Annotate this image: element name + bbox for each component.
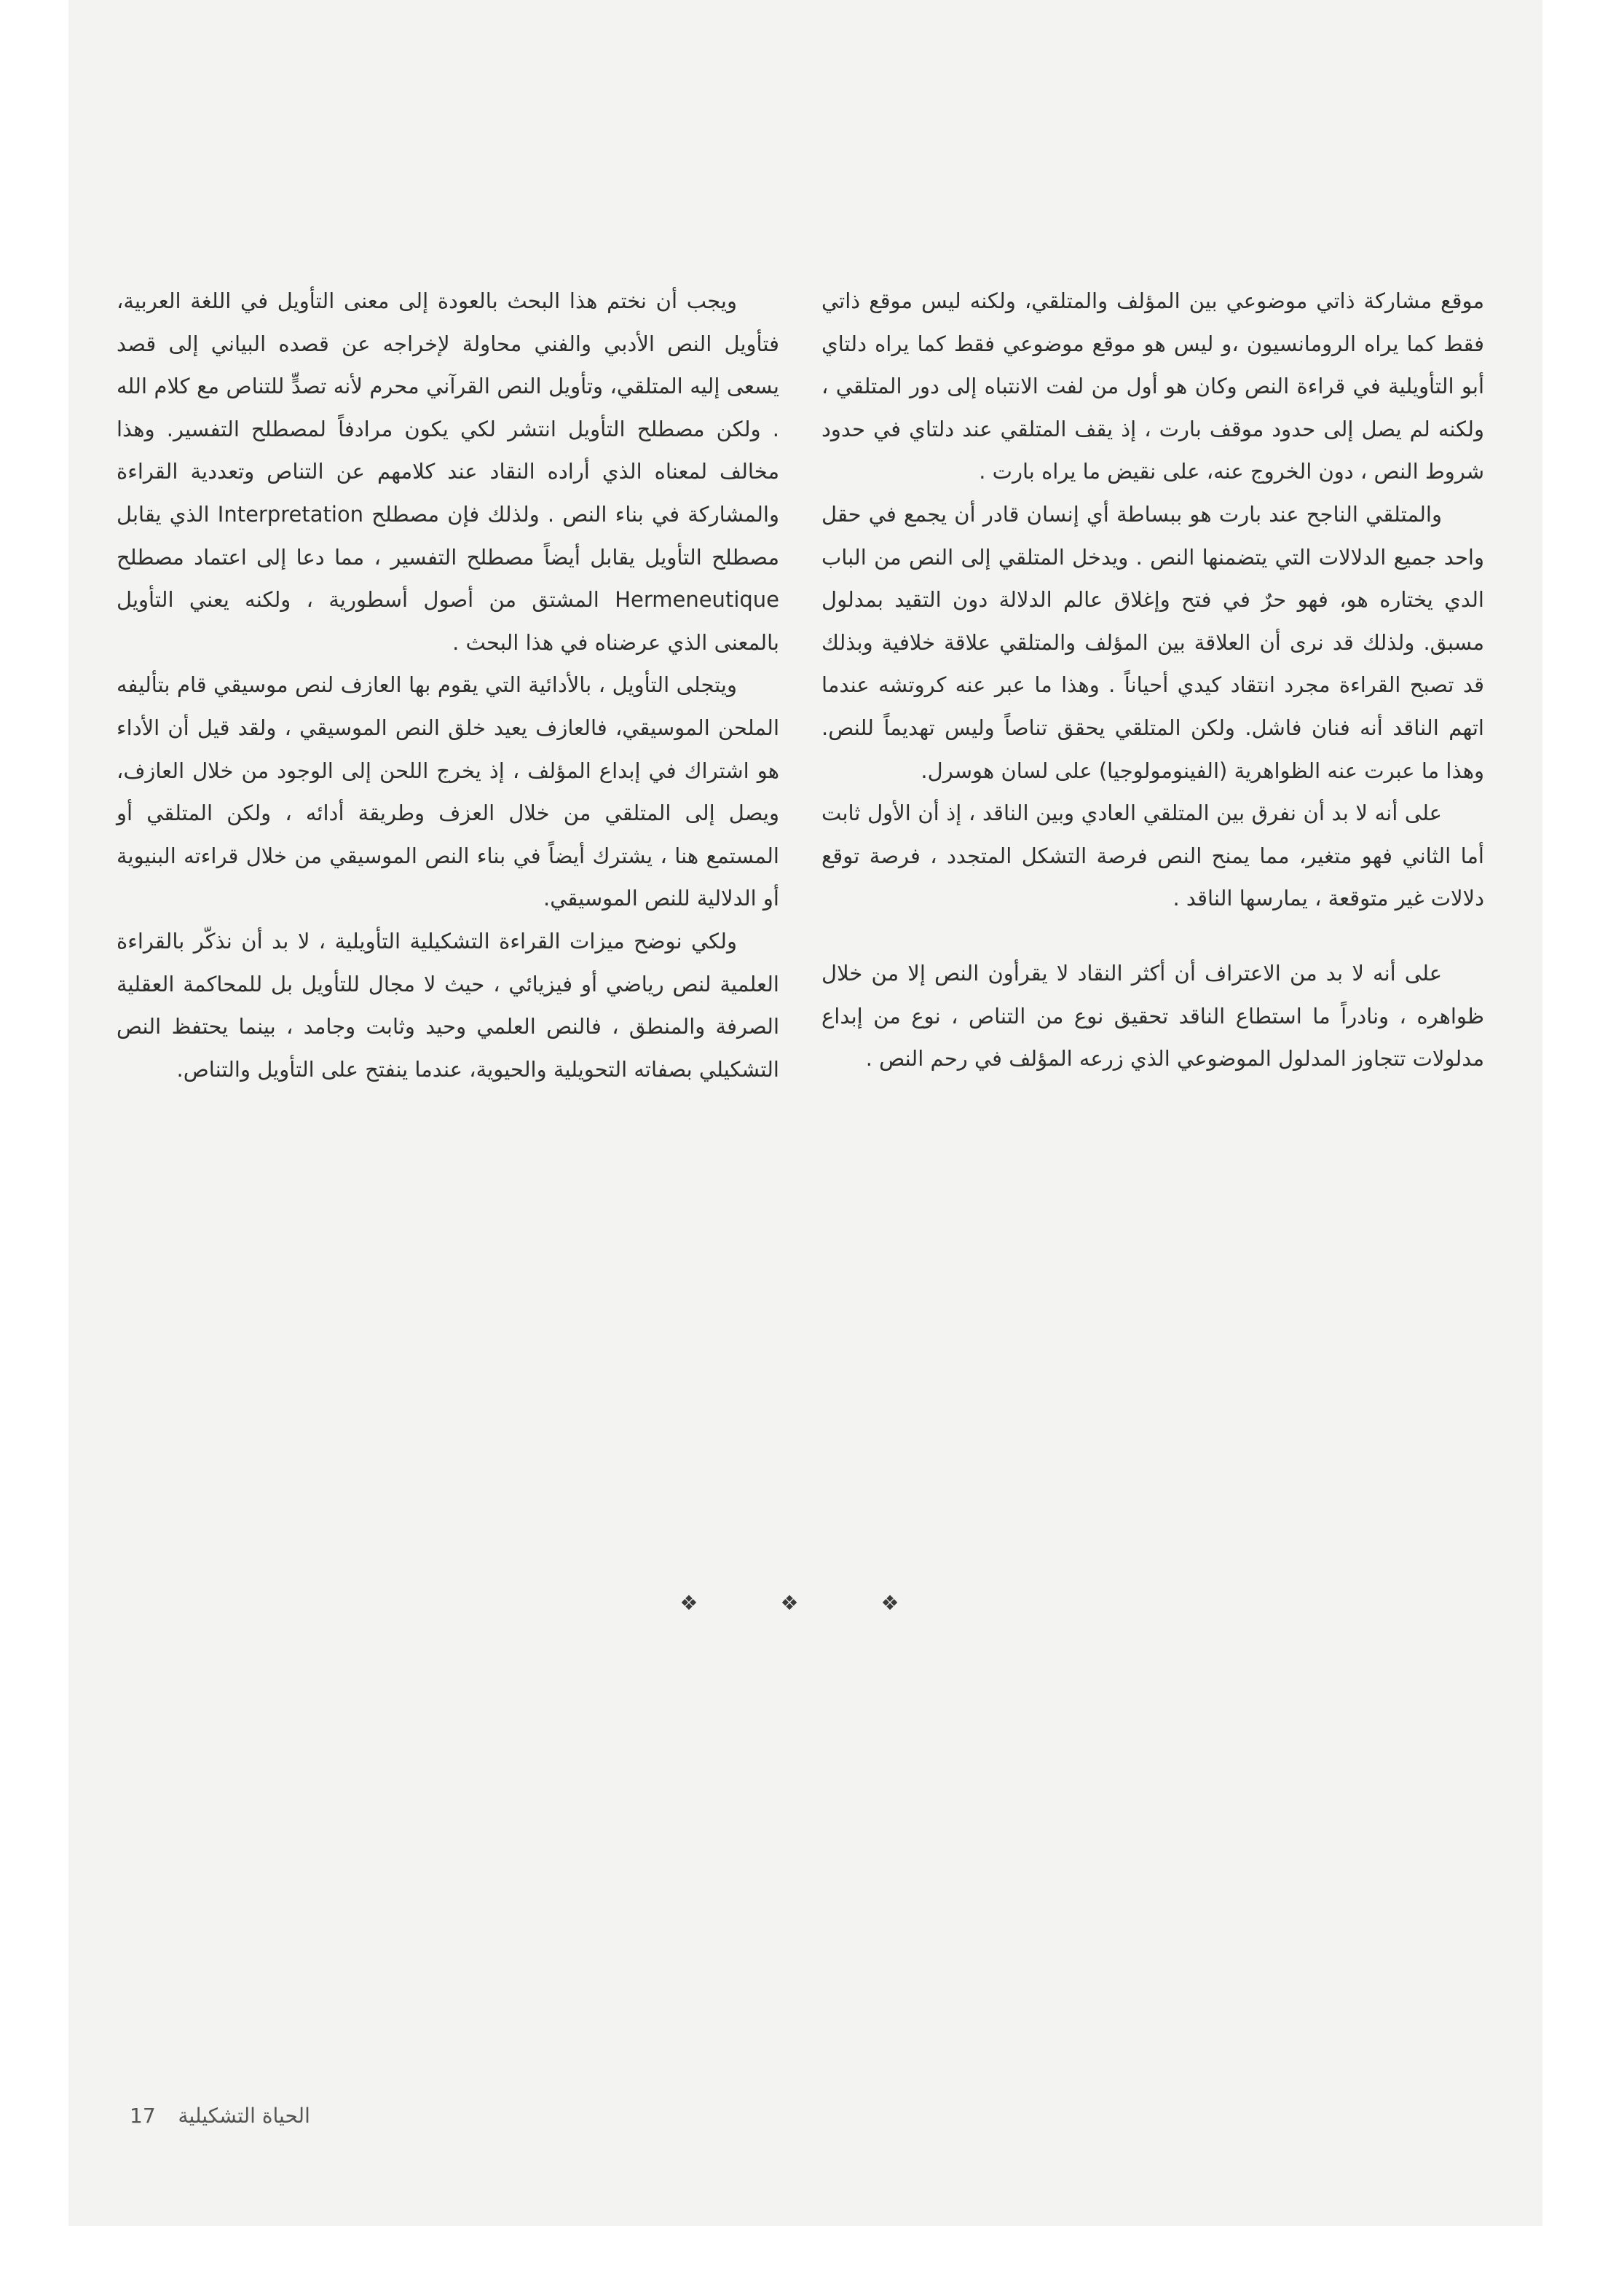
ornament-icon: ❖ bbox=[880, 1591, 929, 1615]
magazine-name: الحياة التشكيلية bbox=[178, 2104, 310, 2128]
left-text-column bbox=[117, 280, 779, 1090]
paragraph: ولكي نوضح ميزات القراءة التشكيلية التأويلية ، لا بد أن نذكّر بالقراءة العلمية لنص رياضي أو فيزيائي ، حيث لا مجال للتأويل بل للمحاكمة العقلية الصرفة والمنطق ، فالنص العلمي وحيد وثابت وجامد ، بينما يحتفظ النص التشكيلي بصفاته التحويلية والحيوية، عندما ينفتح على التأويل والتناص. bbox=[117, 928, 779, 1082]
page-edge bbox=[68, 2226, 1542, 2296]
paragraph: على أنه لا بد أن نفرق بين المتلقي العادي وبين الناقد ، إذ أن الأول ثابت أما الثاني فهو متغير، مما يمنح النص فرصة التشكل المتجدد ، فرصة توقع دلالات غير متوقعة ، يمارسها الناقد . bbox=[821, 801, 1484, 911]
page-footer bbox=[130, 2104, 310, 2128]
ornament-icon: ❖ bbox=[780, 1591, 828, 1615]
paragraph: ويجب أن نختم هذا البحث بالعودة إلى معنى التأويل في اللغة العربية، فتأويل النص الأدبي والفني محاولة لإخراجه عن قصده البياني إلى قصد يسعى إليه المتلقي، وتأويل النص القرآني محرم لأنه تصدٍّ للتناص مع كلام الله . ولكن مصطلح التأويل انتشر لكي يكون مرادفاً لمصطلح التفسير. وهذا مخالف لمعناه الذي أراده النقاد عند كلامهم عن التناص وتعددية القراءة والمشاركة في بناء النص . ولذلك فإن مصطلح Interpretation الذي يقابل مصطلح التأويل يقابل أيضاً مصطلح التفسير ، مما دعا إلى اعتماد مصطلح Hermeneutique المشتق من أصول أسطورية ، ولكنه يعني التأويل بالمعنى الذي عرضناه في هذا البحث . bbox=[117, 288, 779, 655]
section-separator bbox=[0, 1591, 1608, 1615]
page-number: 17 bbox=[130, 2104, 156, 2128]
paragraph: والمتلقي الناجح عند بارت هو ببساطة أي إنسان قادر أن يجمع في حقل واحد جميع الدلالات التي يتضمنها النص . ويدخل المتلقي إلى النص من الباب الدي يختاره هو، فهو حرٌ في فتح وإغلاق عالم الدلالة دون التقيد بمدلول مسبق. ولذلك قد نرى أن العلاقة بين المؤلف والمتلقي علاقة خلافية وبذلك قد تصبح القراءة مجرد انتقاد كيدي أحياناً . وهذا ما عبر عنه كروتشه عندما اتهم الناقد أنه فنان فاشل. ولكن المتلقي يحقق تناصاً وليس تهديماً للنص. وهذا ما عبرت عنه الظواهرية (الفينومولوجيا) على لسان هوسرل. bbox=[821, 501, 1484, 783]
right-text-column bbox=[821, 280, 1484, 1080]
ornament-icon: ❖ bbox=[679, 1591, 728, 1615]
paragraph: ويتجلى التأويل ، بالأدائية التي يقوم بها العازف لنص موسيقي قام بتأليفه الملحن الموسيقي، فالعازف يعيد خلق النص الموسيقي ، ولقد قيل أن الأداء هو اشتراك في إبداع المؤلف ، إذ يخرج اللحن إلى الوجود من خلال العازف، ويصل إلى المتلقي من خلال العزف وطريقة أدائه ، ولكن المتلقي أو المستمع هنا ، يشترك أيضاً في بناء النص الموسيقي من خلال قراءته البنيوية أو الدلالية للنص الموسيقي. bbox=[117, 672, 779, 911]
paragraph: على أنه لا بد من الاعتراف أن أكثر النقاد لا يقرأون النص إلا من خلال ظواهره ، ونادراً ما استطاع الناقد تحقيق نوع من التناص ، نوع من إبداع مدلولات تتجاوز المدلول الموضوعي الذي زرعه المؤلف في رحم النص . bbox=[821, 960, 1484, 1072]
paragraph: موقع مشاركة ذاتي موضوعي بين المؤلف والمتلقي، ولكنه ليس موقع ذاتي فقط كما يراه الرومانسيون ،و ليس هو موقع موضوعي فقط كما يراه دلتاي أبو التأويلية في قراءة النص وكان هو أول من لفت الانتباه إلى دور المتلقي ، ولكنه لم يصل إلى حدود موقف بارت ، إذ يقف المتلقي عند دلتاي في حدود شروط النص ، دون الخروج عنه، على نقيض ما يراه بارت . bbox=[821, 288, 1484, 484]
